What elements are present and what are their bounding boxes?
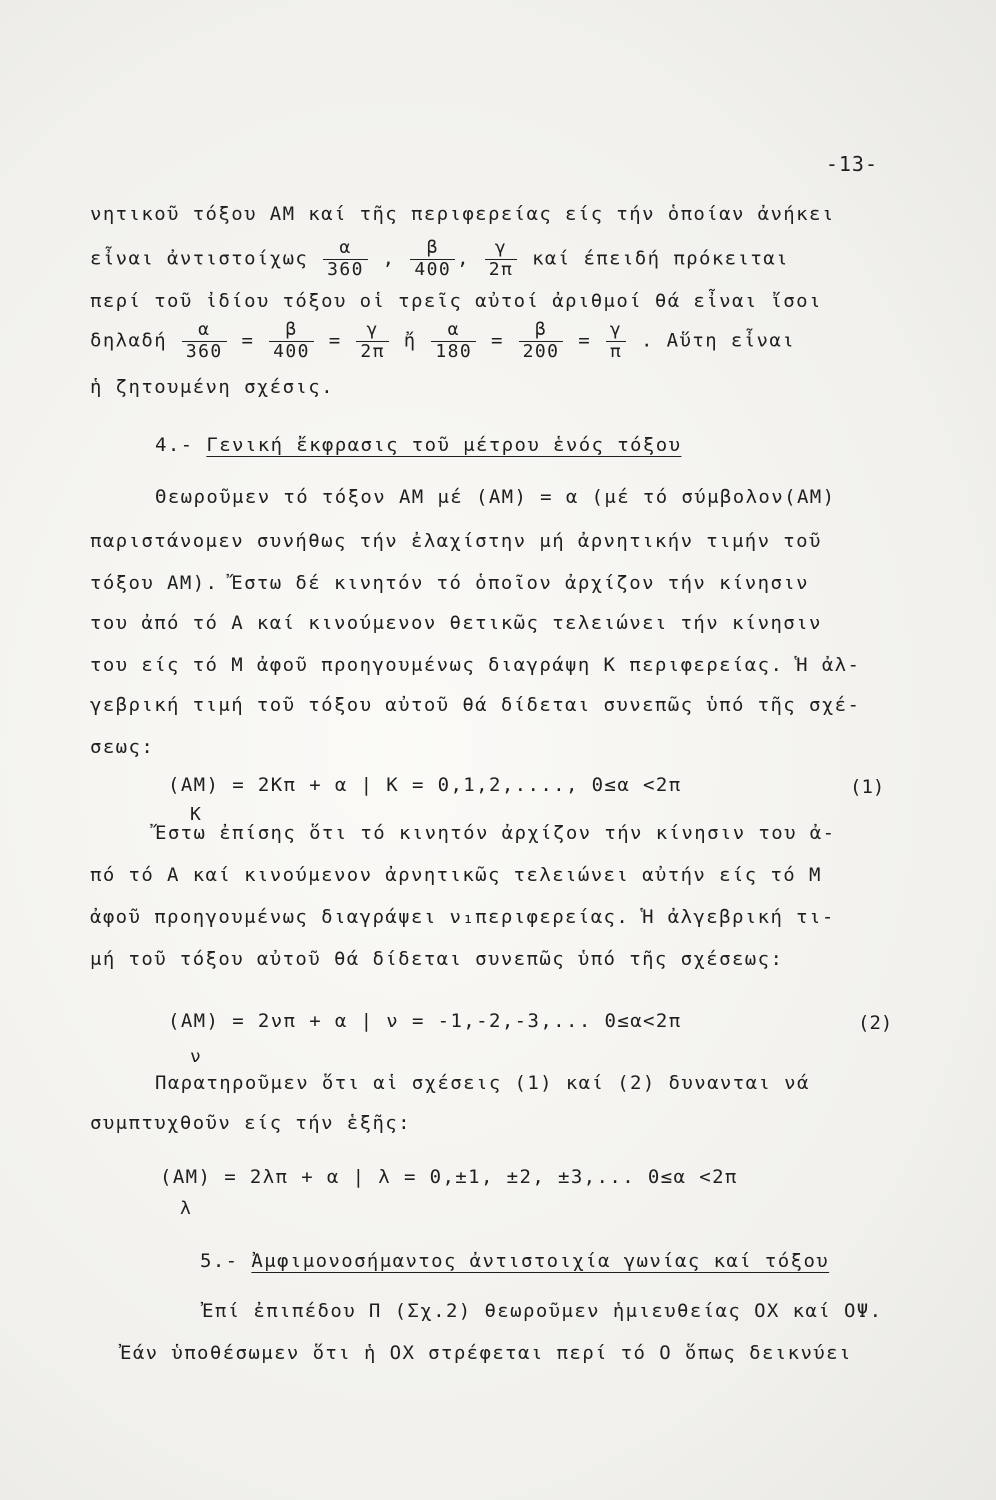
text-fragment: καί έπειδή πρόκειται bbox=[532, 247, 789, 270]
text-line: νητικοῦ τόξου AM καί τῆς περιφερείας είς τήν ὁποίαν ἀνήκει bbox=[90, 203, 835, 225]
section-title: Γενική ἔκφρασις τοῦ μέτρου ἑνός τόξου bbox=[206, 434, 682, 456]
section-number: 4.- bbox=[155, 434, 194, 456]
equality-line: δηλαδή $\frac{\alpha}{360}$ = $\frac{\beta}{400}$ = $\frac{\gamma}{2\pi}$ ἤ $\frac{\alpha}{180}$ = $\frac{\beta}{200}$ = $\frac{\gamma}{\pi}$ . Αὕτη εἶναι bbox=[90, 319, 796, 362]
page-number: -13- bbox=[825, 152, 878, 176]
text-line: Ἔστω ἐπίσης ὅτι τό κινητόν ἀρχίζον τήν κίνησιν του ἀ- bbox=[155, 822, 836, 844]
denominator: 200 bbox=[519, 341, 564, 363]
equation-3: (AM) = 2λπ + α | λ = 0,±1, ±2, ±3,... 0≤α <2π bbox=[160, 1166, 738, 1188]
section-heading bbox=[155, 436, 681, 455]
equation-3-subscript: λ bbox=[180, 1198, 191, 1219]
equation-2-tag: (2) bbox=[858, 1012, 893, 1034]
equation-2: (AM) = 2νπ + α | ν = -1,-2,-3,... 0≤α<2π bbox=[168, 1010, 682, 1032]
section-title: Ἀμφιμονοσήμαντος ἀντιστοιχία γωνίας καί τόξου bbox=[251, 1250, 830, 1272]
fraction bbox=[519, 320, 564, 362]
ratio-line: εἶναι ἀντιστοίχως $\frac{\alpha}{360}$ , $\frac{\beta}{400}$ , $\frac{\gamma}{2\pi}$ καί έπειδή πρόκειται bbox=[90, 237, 789, 280]
text-line: μή τοῦ τόξου αὐτοῦ θά δίδεται συνεπῶς ὑπό τῆς σχέσεως: bbox=[90, 948, 784, 970]
denominator: 400 bbox=[269, 341, 314, 363]
fraction bbox=[182, 320, 227, 362]
fraction bbox=[606, 320, 626, 362]
equation-1: (AM) = 2Kπ + α | K = 0,1,2,...., 0≤α <2π bbox=[168, 774, 682, 796]
denominator: 2π bbox=[485, 259, 517, 281]
numerator: β bbox=[285, 319, 298, 340]
text-line: σεως: bbox=[90, 736, 155, 758]
denominator: 360 bbox=[323, 259, 368, 281]
text-fragment: δηλαδή bbox=[90, 329, 168, 352]
fraction bbox=[323, 238, 368, 280]
text-line: πό τό A καί κινούμενον ἀρνητικῶς τελειώνει αὐτήν είς τό M bbox=[90, 864, 822, 886]
text-line: ἀφοῦ προηγουμένως διαγράψει ν₁περιφερείας. Ἡ ἀλγεβρική τι- bbox=[90, 906, 835, 928]
equation-2-subscript: ν bbox=[190, 1046, 201, 1067]
text-line: του είς τό M ἀφοῦ προηγουμένως διαγράψη K περιφερείας. Ἡ ἀλ- bbox=[90, 654, 861, 676]
numerator: γ bbox=[366, 319, 379, 340]
denominator: π bbox=[606, 341, 626, 363]
section-number: 5.- bbox=[200, 1250, 239, 1272]
text-line: συμπτυχθοῦν είς τήν ἑξῆς: bbox=[90, 1112, 411, 1134]
numerator: α bbox=[447, 319, 460, 340]
text-fragment: εἶναι ἀντιστοίχως bbox=[90, 247, 309, 270]
numerator: β bbox=[426, 237, 439, 258]
section-heading bbox=[200, 1252, 829, 1271]
numerator: α bbox=[339, 237, 352, 258]
text-line: τόξου AM). Ἔστω δέ κινητόν τό ὁποῖον ἀρχίζον τήν κίνησιν bbox=[90, 572, 809, 594]
numerator: α bbox=[198, 319, 211, 340]
text-line: περί τοῦ ἰδίου τόξου οἱ τρεῖς αὐτοί ἀριθμοί θά εἶναι ἴσοι bbox=[90, 290, 822, 312]
text-line: ἡ ζητουμένη σχέσις. bbox=[90, 376, 334, 398]
text-line: Ἐπί ἐπιπέδου Π (Σχ.2) θεωροῦμεν ἡμιευθείας OX καί OΨ. bbox=[202, 1300, 883, 1322]
fraction bbox=[269, 320, 314, 362]
fraction bbox=[431, 320, 476, 362]
text-line: Θεωροῦμεν τό τόξον AM μέ (AM) = α (μέ τό σύμβολον(AM) bbox=[155, 486, 836, 508]
or-word: ἤ bbox=[403, 329, 417, 352]
denominator: 2π bbox=[356, 341, 388, 363]
fraction bbox=[410, 238, 455, 280]
fraction bbox=[485, 238, 517, 280]
equation-1-tag: (1) bbox=[850, 776, 885, 798]
numerator: γ bbox=[494, 237, 508, 258]
equation-1-subscript: K bbox=[190, 804, 201, 825]
text-line: του ἀπό τό A καί κινούμενον θετικῶς τελειώνει τήν κίνησιν bbox=[90, 612, 822, 634]
numerator: γ bbox=[609, 319, 623, 340]
numerator: β bbox=[534, 319, 548, 340]
denominator: 360 bbox=[182, 341, 227, 363]
denominator: 400 bbox=[410, 259, 455, 281]
denominator: 180 bbox=[431, 341, 476, 363]
text-line: Παρατηροῦμεν ὅτι αἱ σχέσεις (1) καί (2) δυνανται νά bbox=[155, 1072, 810, 1094]
text-line: γεβρική τιμή τοῦ τόξου αὐτοῦ θά δίδεται συνεπῶς ὑπό τῆς σχέ- bbox=[90, 694, 861, 716]
text-line: Ἐάν ὑποθέσωμεν ὅτι ἡ OX στρέφεται περί τό O ὅπως δεικνύει bbox=[120, 1342, 852, 1364]
fraction bbox=[356, 320, 388, 362]
text-fragment: . Αὕτη εἶναι bbox=[641, 329, 796, 352]
text-line: παριστάνομεν συνήθως τήν ἐλαχίστην μή ἀρνητικήν τιμήν τοῦ bbox=[90, 530, 822, 552]
